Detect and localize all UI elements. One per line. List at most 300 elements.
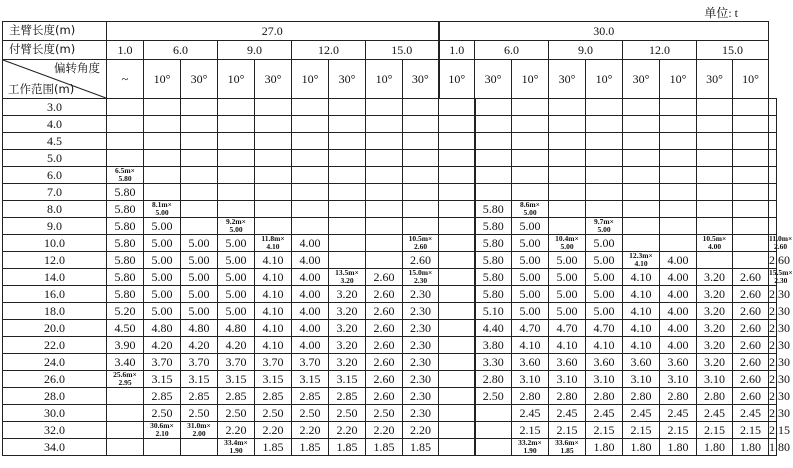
limit-note-cell [623, 252, 660, 269]
load-cell [329, 184, 366, 201]
load-cell [439, 388, 475, 405]
load-cell [107, 99, 144, 116]
load-cell [107, 405, 144, 422]
limit-radius: 15.0m× [408, 268, 433, 277]
limit-note [224, 439, 248, 455]
load-cell: 3.15 [144, 371, 181, 388]
angle-header: 30° [623, 60, 660, 99]
load-cell [660, 218, 697, 235]
jib-length: 9.0 [549, 41, 623, 60]
limit-load: 2.95 [118, 378, 132, 387]
load-cell: 2.30 [769, 321, 790, 335]
angle-header: 10° [733, 60, 769, 99]
angle-header: 30° [697, 60, 733, 99]
load-cell: 4.40 [475, 320, 512, 337]
load-cell: 4.10 [623, 320, 660, 337]
load-cell: 2.80 [475, 371, 512, 388]
load-cell [586, 116, 623, 133]
table-row [3, 371, 777, 388]
table-row [3, 320, 777, 337]
load-cell [366, 184, 403, 201]
limit-load: 5.80 [118, 174, 132, 183]
load-cell [292, 201, 329, 218]
table-row [3, 337, 777, 354]
table-row [3, 269, 777, 286]
load-cell: 5.00 [181, 252, 218, 269]
radius-cell: 8.0 [3, 201, 107, 218]
load-cell: 2.85 [218, 388, 255, 405]
angle-row [3, 60, 777, 99]
load-cell: 4.50 [107, 320, 144, 337]
limit-radius: 10.5m× [408, 234, 433, 243]
radius-cell: 10.0 [3, 235, 107, 252]
load-cell [549, 133, 586, 150]
load-cell [329, 150, 366, 167]
load-cell [366, 167, 403, 184]
load-cell: 3.40 [107, 354, 144, 371]
load-cell: 4.10 [255, 320, 292, 337]
load-cell: 4.00 [292, 252, 329, 269]
load-cell: 2.30 [769, 355, 790, 369]
table-row [3, 150, 777, 167]
load-cell: 2.50 [292, 405, 329, 422]
radius-cell: 18.0 [3, 303, 107, 320]
load-cell: 3.60 [660, 354, 697, 371]
load-cell: 2.85 [292, 388, 329, 405]
load-cell [218, 133, 255, 150]
load-cell [107, 439, 144, 456]
load-cell: 3.20 [697, 286, 733, 303]
angle-header: 10° [292, 60, 329, 99]
angle-header: ~ [107, 60, 144, 99]
load-cell: 2.60 [366, 388, 403, 405]
load-cell [512, 167, 549, 184]
table-row [3, 422, 777, 439]
load-cell: 3.15 [292, 371, 329, 388]
load-cell: 3.80 [475, 337, 512, 354]
load-cell: 2.60 [733, 320, 769, 337]
load-cell [586, 167, 623, 184]
table-row [3, 286, 777, 303]
load-cell: 2.45 [733, 405, 769, 422]
jib-length: 1.0 [439, 41, 475, 60]
load-cell [733, 218, 769, 235]
load-cell: 3.20 [329, 354, 366, 371]
load-cell [181, 439, 218, 456]
load-cell [733, 133, 769, 150]
load-cell: 2.45 [697, 405, 733, 422]
load-cell: 2.50 [255, 405, 292, 422]
load-cell [439, 422, 475, 439]
load-cell: 5.00 [549, 252, 586, 269]
limit-load: 4.00 [707, 242, 722, 251]
load-cell [586, 201, 623, 218]
limit-radius: 9.2m× [226, 217, 246, 226]
limit-note [261, 235, 284, 251]
limit-radius: 8.6m× [520, 200, 540, 209]
load-cell [697, 99, 733, 116]
load-cell [144, 99, 181, 116]
load-cell [329, 218, 366, 235]
load-cell: 3.60 [623, 354, 660, 371]
load-cell: 5.00 [181, 303, 218, 320]
load-cell: 5.00 [181, 269, 218, 286]
load-cell: 5.80 [475, 286, 512, 303]
limit-note [409, 269, 433, 285]
load-cell [769, 99, 777, 116]
limit-note [113, 371, 137, 387]
load-cell [366, 150, 403, 167]
radius-cell: 20.0 [3, 320, 107, 337]
load-cell [733, 167, 769, 184]
jib-length: 15.0 [366, 41, 439, 60]
load-cell: 5.00 [144, 269, 181, 286]
load-cell: 2.85 [255, 388, 292, 405]
radius-cell: 6.0 [3, 167, 107, 184]
load-cell [403, 116, 439, 133]
table-row [3, 354, 777, 371]
load-cell: 4.80 [181, 320, 218, 337]
load-cell: 4.10 [255, 286, 292, 303]
load-cell: 2.50 [329, 405, 366, 422]
load-cell: 4.00 [660, 286, 697, 303]
load-cell [549, 167, 586, 184]
load-cell [292, 99, 329, 116]
load-cell: 3.10 [697, 371, 733, 388]
load-cell [366, 235, 403, 252]
load-cell [329, 201, 366, 218]
load-cell [292, 218, 329, 235]
load-cell: 4.10 [255, 303, 292, 320]
load-cell: 2.85 [144, 388, 181, 405]
load-cell [769, 133, 777, 150]
load-cell [107, 388, 144, 405]
load-cell [733, 252, 769, 269]
load-cell: 2.30 [403, 303, 439, 320]
load-cell [439, 150, 475, 167]
load-cell: 1.80 [623, 439, 660, 456]
load-cell [255, 133, 292, 150]
load-cell [366, 116, 403, 133]
load-cell: 2.30 [403, 286, 439, 303]
load-cell: 2.60 [733, 354, 769, 371]
radius-cell: 26.0 [3, 371, 107, 388]
load-cell: 5.00 [512, 252, 549, 269]
load-cell: 4.20 [181, 337, 218, 354]
load-chart-table-wrapper [2, 21, 793, 456]
load-cell: 5.80 [107, 269, 144, 286]
load-cell [144, 167, 181, 184]
limit-note-cell [586, 218, 623, 235]
load-cell: 2.15 [512, 422, 549, 439]
load-cell [549, 184, 586, 201]
limit-note [115, 167, 135, 183]
load-cell [586, 99, 623, 116]
load-cell: 3.70 [181, 354, 218, 371]
angle-header: 30° [329, 60, 366, 99]
load-cell: 5.00 [549, 269, 586, 286]
load-cell [366, 218, 403, 235]
load-cell: 2.85 [329, 388, 366, 405]
load-cell: 5.80 [107, 218, 144, 235]
limit-note [629, 252, 653, 268]
limit-load: 5.00 [560, 242, 574, 251]
load-cell: 3.70 [255, 354, 292, 371]
load-cell: 5.00 [218, 269, 255, 286]
load-cell: 2.20 [218, 422, 255, 439]
load-cell [403, 133, 439, 150]
load-cell: 5.80 [475, 218, 512, 235]
load-cell: 5.80 [475, 201, 512, 218]
limit-load: 5.00 [597, 225, 611, 234]
load-cell [733, 150, 769, 167]
load-cell: 5.80 [107, 252, 144, 269]
load-cell: 2.80 [623, 388, 660, 405]
load-cell: 2.30 [403, 388, 439, 405]
load-cell [181, 201, 218, 218]
load-cell: 5.80 [107, 201, 144, 218]
load-cell [660, 116, 697, 133]
load-cell: 4.00 [292, 286, 329, 303]
load-cell [439, 116, 475, 133]
limit-radius: 13.5m× [335, 268, 359, 277]
limit-load: 4.10 [266, 242, 280, 251]
load-cell [697, 150, 733, 167]
load-cell: 5.80 [475, 235, 512, 252]
load-cell: 2.60 [366, 303, 403, 320]
load-cell: 5.00 [512, 286, 549, 303]
load-cell: 4.00 [292, 303, 329, 320]
load-cell: 2.50 [366, 405, 403, 422]
limit-radius: 10.5m× [702, 234, 727, 243]
table-row [3, 99, 777, 116]
load-cell: 1.80 [733, 439, 769, 456]
load-cell: 3.10 [586, 371, 623, 388]
load-cell [181, 133, 218, 150]
load-cell: 3.15 [255, 371, 292, 388]
load-cell [623, 116, 660, 133]
limit-radius: 33.4m× [224, 438, 248, 447]
limit-note-cell [512, 439, 549, 456]
load-cell [403, 167, 439, 184]
table-row [3, 201, 777, 218]
limit-note-cell [549, 235, 586, 252]
load-cell [366, 201, 403, 218]
limit-note [555, 439, 579, 455]
load-cell [475, 99, 512, 116]
load-chart-table [2, 21, 793, 456]
load-cell [181, 150, 218, 167]
load-cell: 5.00 [218, 252, 255, 269]
unit-label: 单位: t [704, 6, 738, 20]
load-cell: 5.00 [586, 252, 623, 269]
load-cell [255, 150, 292, 167]
load-cell [144, 184, 181, 201]
limit-load: 2.30 [413, 276, 428, 285]
load-cell [697, 116, 733, 133]
load-cell: 3.10 [512, 371, 549, 388]
load-cell: 5.00 [512, 303, 549, 320]
limit-note [187, 422, 211, 438]
load-cell: 4.10 [586, 337, 623, 354]
limit-load: 5.00 [523, 208, 537, 217]
load-cell: 2.15 [549, 422, 586, 439]
load-cell: 5.00 [549, 303, 586, 320]
jib-length: 1.0 [107, 41, 144, 60]
load-cell [329, 116, 366, 133]
jib-length: 12.0 [292, 41, 366, 60]
load-cell [144, 150, 181, 167]
load-cell [292, 133, 329, 150]
load-cell [623, 218, 660, 235]
load-cell [181, 218, 218, 235]
limit-load: 5.00 [155, 208, 169, 217]
load-cell: 3.20 [697, 320, 733, 337]
limit-radius: 33.2m× [518, 438, 542, 447]
table-row [3, 439, 777, 456]
load-cell [439, 235, 475, 252]
load-cell [439, 218, 475, 235]
radius-cell: 28.0 [3, 388, 107, 405]
load-cell [439, 371, 475, 388]
load-cell [181, 99, 218, 116]
load-cell: 2.60 [733, 303, 769, 320]
load-cell: 4.10 [623, 286, 660, 303]
load-cell: 4.70 [549, 320, 586, 337]
load-cell: 5.00 [586, 235, 623, 252]
load-cell: 3.90 [107, 337, 144, 354]
load-cell [512, 116, 549, 133]
load-cell: 3.15 [329, 371, 366, 388]
load-cell: 4.00 [660, 320, 697, 337]
load-cell [107, 133, 144, 150]
load-cell [733, 235, 769, 252]
load-cell: 2.30 [403, 354, 439, 371]
load-cell [366, 133, 403, 150]
load-cell: 4.10 [623, 303, 660, 320]
limit-radius: 10.4m× [555, 234, 579, 243]
load-cell [439, 405, 475, 422]
load-cell [329, 133, 366, 150]
load-cell [549, 218, 586, 235]
load-cell: 3.20 [329, 337, 366, 354]
load-cell: 1.85 [292, 439, 329, 456]
load-cell: 1.85 [403, 439, 439, 456]
load-cell: 2.15 [733, 422, 769, 439]
limit-load: 5.00 [229, 225, 243, 234]
load-cell: 4.10 [255, 269, 292, 286]
load-cell: 3.70 [292, 354, 329, 371]
load-cell: 3.60 [586, 354, 623, 371]
load-cell [623, 235, 660, 252]
load-cell [475, 167, 512, 184]
radius-cell: 4.0 [3, 116, 107, 133]
load-cell [366, 252, 403, 269]
load-cell [475, 116, 512, 133]
load-cell [512, 99, 549, 116]
load-cell: 5.00 [586, 303, 623, 320]
load-cell: 3.20 [329, 286, 366, 303]
limit-load: 2.60 [413, 242, 428, 251]
limit-radius: 33.6m× [555, 438, 579, 447]
radius-cell: 30.0 [3, 405, 107, 422]
load-cell: 4.00 [660, 252, 697, 269]
load-cell [733, 99, 769, 116]
load-cell [697, 218, 733, 235]
load-cell: 2.60 [769, 253, 790, 267]
load-cell [218, 167, 255, 184]
radius-cell: 14.0 [3, 269, 107, 286]
load-cell [292, 150, 329, 167]
limit-note [409, 235, 433, 251]
load-cell [623, 150, 660, 167]
load-cell: 2.15 [769, 423, 790, 437]
load-cell: 2.45 [660, 405, 697, 422]
load-cell [144, 439, 181, 456]
load-cell [403, 150, 439, 167]
limit-radius: 11.8m× [261, 234, 285, 243]
load-cell [439, 337, 475, 354]
load-cell [697, 184, 733, 201]
jib-length: 6.0 [144, 41, 218, 60]
load-cell [549, 116, 586, 133]
load-cell [697, 167, 733, 184]
limit-note-cell [107, 167, 144, 184]
limit-radius: 11.0m× [769, 234, 793, 243]
load-cell [218, 184, 255, 201]
load-cell: 1.85 [366, 439, 403, 456]
load-cell: 4.10 [623, 337, 660, 354]
load-cell [181, 184, 218, 201]
radius-cell: 7.0 [3, 184, 107, 201]
load-cell [475, 439, 512, 456]
load-cell [439, 184, 475, 201]
load-cell: 2.20 [292, 422, 329, 439]
load-cell: 5.00 [512, 235, 549, 252]
limit-note [769, 269, 793, 285]
load-cell [769, 116, 777, 133]
load-cell [586, 184, 623, 201]
load-cell [660, 201, 697, 218]
load-cell: 2.60 [733, 388, 769, 405]
load-cell [623, 133, 660, 150]
load-cell: 2.50 [475, 388, 512, 405]
table-row [3, 405, 777, 422]
load-cell: 2.30 [769, 338, 790, 352]
load-cell: 2.30 [403, 405, 439, 422]
load-cell [366, 99, 403, 116]
angle-header: 30° [181, 60, 218, 99]
load-cell: 2.30 [769, 372, 790, 386]
load-cell: 5.00 [144, 235, 181, 252]
load-cell: 2.60 [733, 286, 769, 303]
load-cell: 3.20 [329, 303, 366, 320]
load-cell: 3.10 [623, 371, 660, 388]
load-cell [623, 184, 660, 201]
load-cell: 5.00 [218, 235, 255, 252]
load-cell [144, 133, 181, 150]
load-cell [403, 218, 439, 235]
load-cell: 5.00 [144, 286, 181, 303]
load-cell: 1.80 [769, 440, 790, 454]
radius-cell: 16.0 [3, 286, 107, 303]
working-radius-label: 工作范围(m) [8, 81, 75, 96]
load-cell: 4.80 [144, 320, 181, 337]
limit-note [769, 235, 792, 251]
jib-length-row [3, 41, 777, 60]
limit-note-cell [549, 439, 586, 456]
limit-load: 2.30 [774, 276, 788, 285]
